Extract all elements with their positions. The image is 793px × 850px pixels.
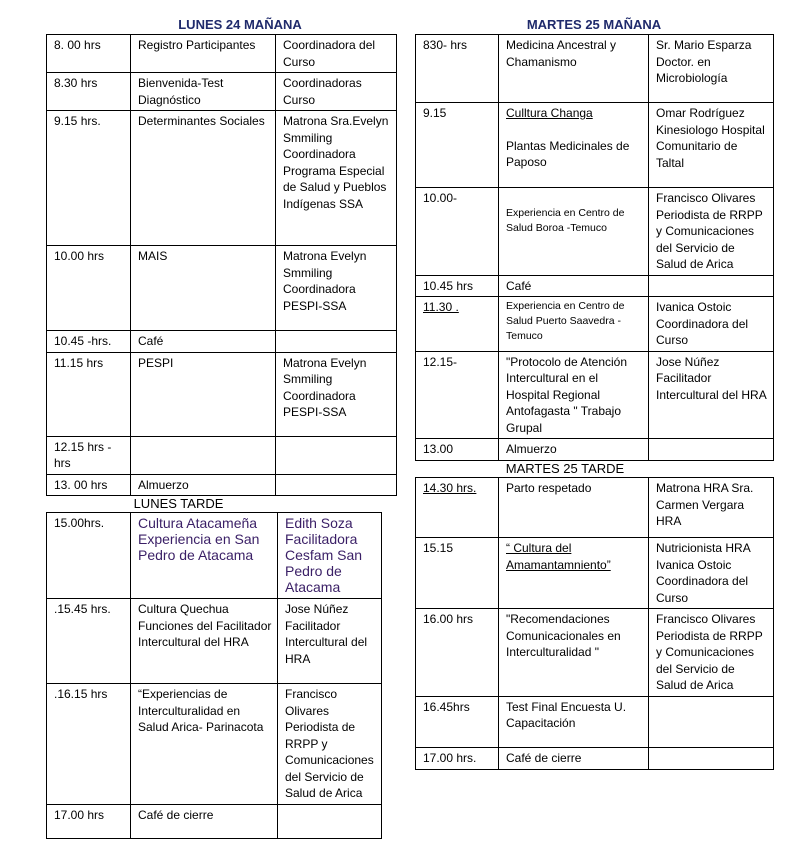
time-cell: .15.45 hrs. [47, 599, 131, 684]
activity-cell: Café de cierre [131, 804, 278, 838]
responsible-cell: Nutricionista HRA Ivanica Ostoic Coordinadora del Curso [649, 538, 774, 609]
table-row [416, 538, 774, 609]
time-cell: 10.45 -hrs. [47, 331, 131, 353]
table-row [416, 188, 774, 276]
time-cell: 9.15 hrs. [47, 111, 131, 246]
martes-tarde-table [415, 477, 774, 770]
time-cell: 8.30 hrs [47, 73, 131, 111]
lunes-tarde-table [46, 512, 382, 839]
responsible-cell: Edith Soza Facilitadora Cesfam San Pedro de Atacama [278, 513, 382, 599]
table-row [416, 35, 774, 103]
time-cell: 13.00 [416, 439, 499, 461]
responsible-cell: Matrona Evelyn Smmiling Coordinadora PESPI-SSA [276, 352, 397, 436]
time-cell: 12.15 hrs - hrs [47, 436, 131, 474]
responsible-cell: Francisco Olivares Periodista de RRPP y Comunicaciones del Servicio de Salud de Arica [649, 188, 774, 276]
activity-cell: PESPI [131, 352, 276, 436]
responsible-cell [649, 439, 774, 461]
time-cell: 11.15 hrs [47, 352, 131, 436]
time-cell: 11.30 . [416, 297, 499, 352]
time-cell: .16.15 hrs [47, 684, 131, 805]
activity-cell: Determinantes Sociales [131, 111, 276, 246]
table-row [47, 331, 397, 353]
activity-cell: Café de cierre [499, 747, 649, 769]
activity-cell: "Protocolo de Atención Intercultural en el Hospital Regional Antofagasta " Trabajo Grupal [499, 351, 649, 439]
activity-cell: Café [131, 331, 276, 353]
time-cell: 10.00- [416, 188, 499, 276]
time-cell: 12.15- [416, 351, 499, 439]
responsible-cell [649, 275, 774, 297]
table-row [416, 103, 774, 188]
responsible-cell: Matrona HRA Sra. Carmen Vergara HRA [649, 478, 774, 538]
activity-cell: Experiencia en Centro de Salud Boroa -Temuco [499, 188, 649, 276]
table-row [416, 696, 774, 747]
table-row [416, 609, 774, 697]
responsible-cell: Coordinadora del Curso [276, 35, 397, 73]
table-row [47, 474, 397, 496]
responsible-cell [276, 436, 397, 474]
table-row [416, 351, 774, 439]
responsible-cell: Jose Núñez Facilitador Intercultural del HRA [649, 351, 774, 439]
responsible-cell: Matrona Evelyn Smmiling Coordinadora PESPI-SSA [276, 246, 397, 331]
martes-manana-title: MARTES 25 MAÑANA [526, 17, 662, 32]
table-row [47, 111, 397, 246]
table-row [416, 439, 774, 461]
table-row [47, 352, 397, 436]
table-row [47, 684, 382, 805]
activity-cell: Experiencia en Centro de Salud Puerto Saavedra - Temuco [499, 297, 649, 352]
table-row [47, 246, 397, 331]
responsible-cell [276, 331, 397, 353]
activity-cell: Almuerzo [131, 474, 276, 496]
table-row [47, 436, 397, 474]
activity-cell: Test Final Encuesta U. Capacitación [499, 696, 649, 747]
time-cell: 17.00 hrs. [416, 747, 499, 769]
responsible-cell: Sr. Mario Esparza Doctor. en Microbiología [649, 35, 774, 103]
table-row [47, 513, 382, 599]
table-row [47, 804, 382, 838]
responsible-cell: Matrona Sra.Evelyn Smmiling Coordinadora Programa Especial de Salud y Pueblos Indígenas SSA [276, 111, 397, 246]
time-cell: 17.00 hrs [47, 804, 131, 838]
activity-cell: “Experiencias de Interculturalidad en Salud Arica- Parinacota [131, 684, 278, 805]
time-cell: 13. 00 hrs [47, 474, 131, 496]
table-row [416, 297, 774, 352]
table-row [416, 478, 774, 538]
activity-cell [499, 103, 649, 188]
time-cell: 14.30 hrs. [416, 478, 499, 538]
activity-cell: MAIS [131, 246, 276, 331]
activity-cell [131, 436, 276, 474]
responsible-cell [276, 474, 397, 496]
lunes-manana-title: LUNES 24 MAÑANA [178, 17, 302, 32]
time-cell: 9.15 [416, 103, 499, 188]
changa-label: Culltura Changa [506, 106, 593, 120]
time-cell: 8. 00 hrs [47, 35, 131, 73]
responsible-cell [649, 696, 774, 747]
responsible-cell [649, 747, 774, 769]
time-cell: 830- hrs [416, 35, 499, 103]
plantas-label: Plantas Medicinales de Paposo [506, 138, 630, 169]
responsible-cell [278, 804, 382, 838]
table-row [47, 599, 382, 684]
time-cell: 15.00hrs. [47, 513, 131, 599]
responsible-cell: Ivanica Ostoic Coordinadora del Curso [649, 297, 774, 352]
table-row [47, 73, 397, 111]
activity-cell: Almuerzo [499, 439, 649, 461]
time-cell: 16.45hrs [416, 696, 499, 747]
responsible-cell: Coordinadoras Curso [276, 73, 397, 111]
table-row [47, 35, 397, 73]
activity-cell: Bienvenida-Test Diagnóstico [131, 73, 276, 111]
responsible-cell: Francisco Olivares Periodista de RRPP y Comunicaciones del Servicio de Salud de Arica [649, 609, 774, 697]
activity-cell: “ Cultura del Amamantamniento” [499, 538, 649, 609]
responsible-cell: Jose Núñez Facilitador Intercultural del HRA [278, 599, 382, 684]
time-cell: 10.00 hrs [47, 246, 131, 331]
table-row [416, 275, 774, 297]
activity-cell: "Recomendaciones Comunicacionales en Interculturalidad " [499, 609, 649, 697]
time-cell: 15.15 [416, 538, 499, 609]
martes-tarde-title: MARTES 25 TARDE [505, 461, 625, 476]
activity-cell: Cultura Atacameña Experiencia en San Pedro de Atacama [131, 513, 278, 599]
lunes-tarde-title: LUNES TARDE [133, 496, 224, 511]
activity-cell: Parto respetado [499, 478, 649, 538]
activity-cell: Medicina Ancestral y Chamanismo [499, 35, 649, 103]
activity-cell: Registro Participantes [131, 35, 276, 73]
activity-cell: Cultura Quechua Funciones del Facilitador Intercultural del HRA [131, 599, 278, 684]
lunes-manana-table [46, 34, 397, 496]
time-cell: 10.45 hrs [416, 275, 499, 297]
responsible-cell: Omar Rodríguez Kinesiologo Hospital Comunitario de Taltal [649, 103, 774, 188]
responsible-cell: Francisco Olivares Periodista de RRPP y Comunicaciones del Servicio de Salud de Arica [278, 684, 382, 805]
activity-cell: Café [499, 275, 649, 297]
martes-manana-table [415, 34, 774, 461]
time-cell: 16.00 hrs [416, 609, 499, 697]
table-row [416, 747, 774, 769]
